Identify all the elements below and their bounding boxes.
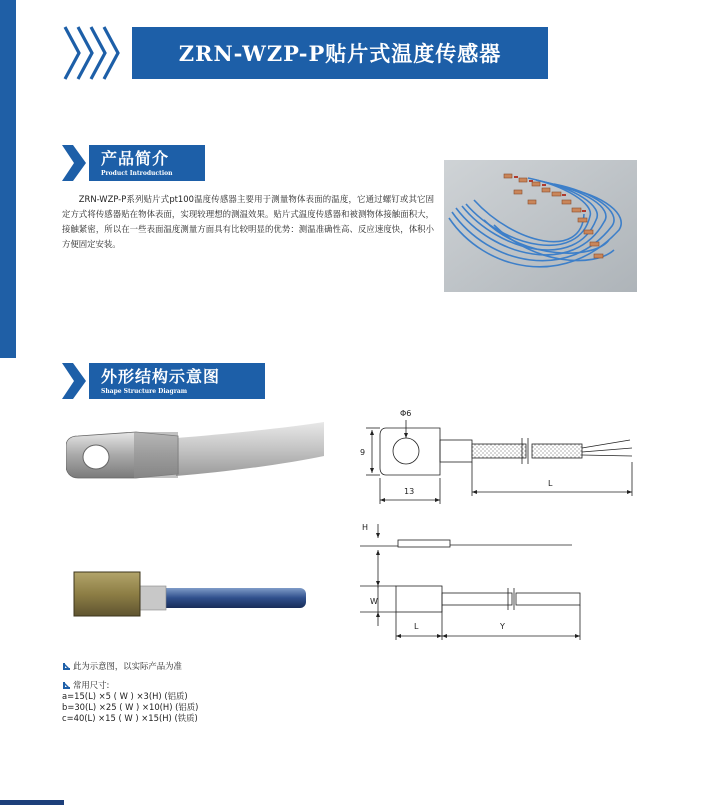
section-arrow-icon <box>62 363 88 399</box>
section-title-box <box>89 145 205 181</box>
size-a: a=15(L) ×5 ( W ) ×3(H) (铝质) <box>62 691 188 701</box>
corner-arrow-icon <box>62 681 71 690</box>
section-title-box <box>89 363 265 399</box>
dimension-drawing <box>350 400 650 650</box>
dim-l-bottom-label: L <box>414 622 419 631</box>
size-b: b=30(L) ×25 ( W ) ×10(H) (铝质) <box>62 702 199 712</box>
block-sensor-photo <box>66 562 326 622</box>
lug-sensor-photo <box>66 416 326 494</box>
section-subtitle: Shape Structure Diagram <box>101 388 188 395</box>
note-common-sizes: 常用尺寸: <box>73 680 110 690</box>
size-c: c=40(L) ×15 ( W ) ×15(H) (铁质) <box>62 713 198 723</box>
dim-phi-label: Φ6 <box>400 409 412 418</box>
notes <box>62 661 198 724</box>
intro-paragraph: ZRN-WZP-P系列贴片式pt100温度传感器主要用于测量物体表面的温度，它通过螺钉或其它固定方式将传感器贴在物体表面，实现较理想的测温效果。贴片式温度传感器和被测物体接触面积大，接触紧密，所以在一些表面温度测量方面具有比较明显的优势：测温准确性高、反应速度快，体积小方便固定安装。 <box>62 194 434 249</box>
dim-w-label: W <box>370 597 378 606</box>
product-photo <box>444 160 637 292</box>
dim-l-top-label: L <box>548 479 553 488</box>
section-arrow-icon <box>62 145 88 181</box>
section-subtitle: Product Introduction <box>101 170 173 177</box>
dim-nine-label: 9 <box>360 448 366 457</box>
footer-bar <box>0 800 64 805</box>
corner-arrow-icon <box>62 662 71 671</box>
dim-h-label: H <box>362 523 369 532</box>
dim-y-label: Y <box>500 622 505 631</box>
note-schematic: 此为示意图，以实际产品为准 <box>73 661 182 671</box>
note-line <box>62 680 198 691</box>
chevron-icon <box>62 25 120 81</box>
note-line <box>62 661 198 672</box>
left-accent-bar <box>0 0 16 358</box>
page-title: ZRN-WZP-P贴片式温度传感器 <box>132 27 548 79</box>
section-title: 外形结构示意图 <box>101 367 221 386</box>
section-title: 产品简介 <box>101 149 170 168</box>
dim-thirteen-label: 13 <box>404 487 415 496</box>
